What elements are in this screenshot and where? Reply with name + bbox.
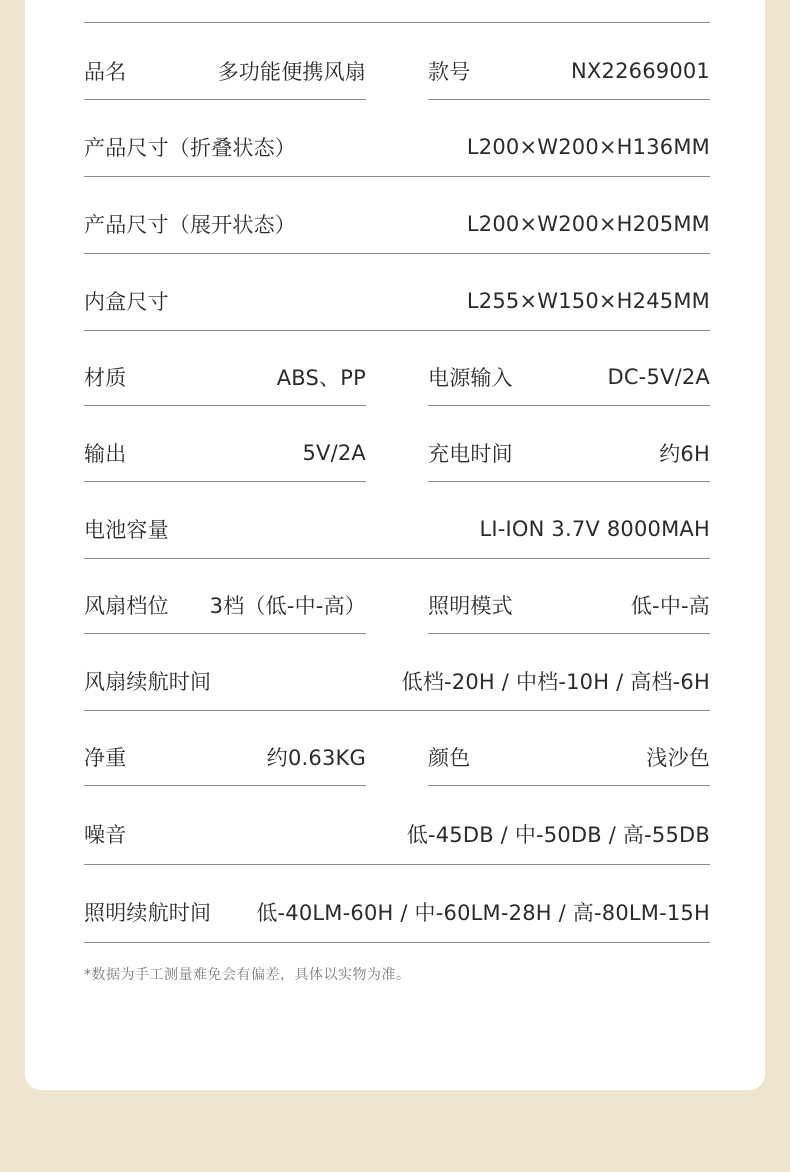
spec-label: 材质 [84,365,127,390]
spec-value: 多功能便携风扇 [217,59,366,84]
spec-value: LI-ION 3.7V 8000MAH [479,517,710,541]
spec-row-material-power [84,348,710,406]
spec-label: 风扇档位 [84,593,169,618]
spec-value: 低-45DB / 中-50DB / 高-55DB [406,823,710,847]
spec-value: 约6H [659,441,710,466]
spec-row-weight-color [84,728,710,786]
spec-cell-material [84,348,366,406]
top-divider [84,22,710,23]
spec-cell-model [428,42,710,100]
spec-cell-color [428,728,710,786]
spec-cell-charge-time [428,424,710,482]
spec-row-light-runtime [84,882,710,943]
spec-row-fan-runtime [84,652,710,711]
spec-row-output-charge [84,424,710,482]
spec-row-battery [84,500,710,559]
spec-value: 低-中-高 [630,593,710,618]
spec-label: 颜色 [428,745,471,770]
spec-label: 产品尺寸（折叠状态） [84,136,296,160]
spec-value: L200×W200×H136MM [466,135,710,159]
spec-label: 电源输入 [428,365,513,390]
spec-value: L200×W200×H205MM [466,212,710,236]
spec-cell-power-input [428,348,710,406]
spec-label: 产品尺寸（展开状态） [84,213,296,237]
spec-label: 噪音 [84,823,127,847]
spec-value: ABS、PP [276,365,366,390]
spec-row-name-model [84,42,710,100]
spec-value: 浅沙色 [646,745,710,770]
spec-label: 输出 [84,441,127,466]
spec-value: DC-5V/2A [607,364,710,389]
disclaimer-note: *数据为手工测量难免会有偏差，具体以实物为准。 [84,967,411,983]
spec-row-inner-box [84,272,710,331]
spec-value: 低档-20H / 中档-10H / 高档-6H [401,670,710,694]
spec-label: 款号 [428,59,471,84]
spec-value: L255×W150×H245MM [466,289,710,313]
spec-cell-fan-speed [84,576,366,634]
spec-row-noise [84,804,710,865]
spec-value: 约0.63KG [266,745,366,770]
spec-label: 照明续航时间 [84,901,212,925]
spec-label: 净重 [84,745,127,770]
spec-row-size-folded [84,118,710,177]
spec-label: 风扇续航时间 [84,670,212,694]
spec-label: 品名 [84,59,127,84]
spec-value: NX22669001 [571,58,710,83]
spec-label: 电池容量 [84,518,169,542]
spec-cell-net-weight [84,728,366,786]
spec-cell-product-name [84,42,366,100]
spec-label: 充电时间 [428,441,513,466]
spec-value: 3档（低-中-高） [209,593,366,618]
spec-label: 内盒尺寸 [84,290,169,314]
spec-label: 照明模式 [428,593,513,618]
spec-row-fan-light-mode [84,576,710,634]
spec-value: 低-40LM-60H / 中-60LM-28H / 高-80LM-15H [256,901,710,925]
spec-cell-light-mode [428,576,710,634]
spec-cell-output [84,424,366,482]
spec-value: 5V/2A [302,440,366,465]
spec-row-size-unfolded [84,195,710,254]
